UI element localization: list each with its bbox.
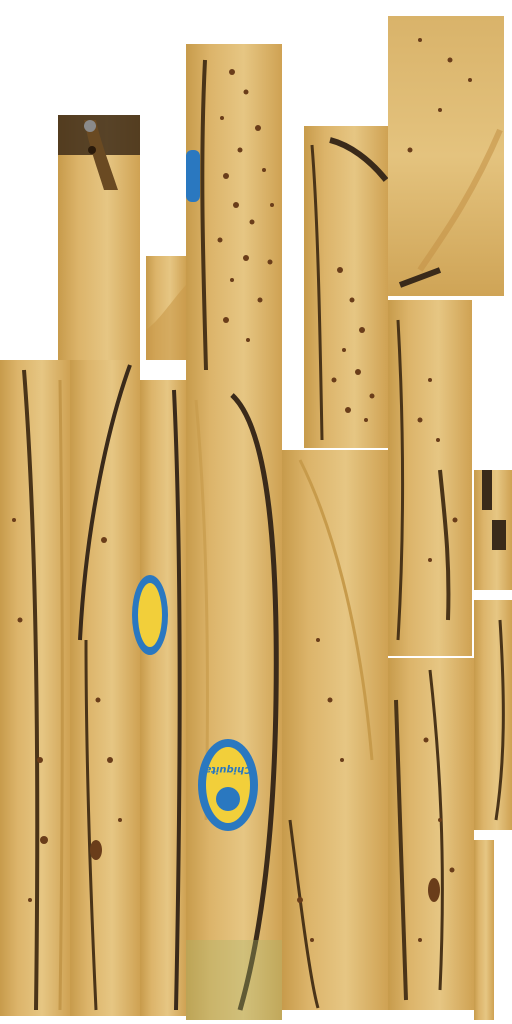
banana-peel-strip <box>282 450 388 1010</box>
banana-peel-curved-end <box>388 16 504 296</box>
banana-stem-segment <box>58 115 140 360</box>
sticker-label: Chiquita <box>204 764 252 775</box>
banana-peel-center-with-sticker <box>186 380 282 1020</box>
chiquita-sticker <box>198 739 258 831</box>
banana-peel-strip <box>304 126 388 448</box>
banana-peel-strip <box>132 380 186 1016</box>
banana-peel-patch <box>146 256 186 360</box>
banana-peel-spotted-strip <box>186 44 282 380</box>
banana-peel-strip <box>388 658 474 1010</box>
banana-peel-strip <box>70 360 140 1016</box>
banana-peel-strip <box>388 300 472 656</box>
banana-peel-narrow-strip <box>474 470 512 1020</box>
banana-peel-strip <box>0 360 70 1016</box>
chiquita-logo-icon <box>216 787 240 811</box>
